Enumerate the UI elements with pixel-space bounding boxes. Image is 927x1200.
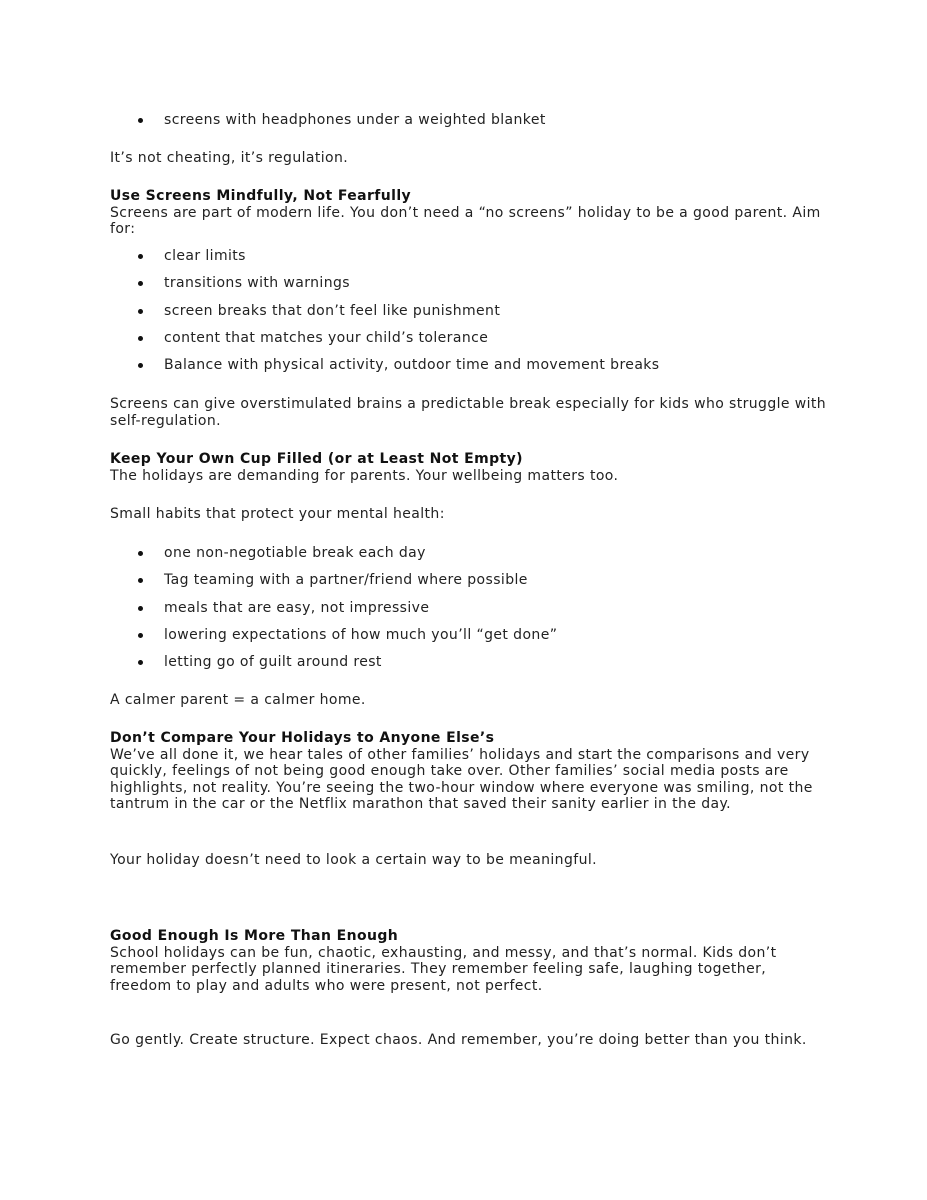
list-item: screens with headphones under a weighted blanket: [110, 112, 830, 139]
compare-closing: Your holiday doesn’t need to look a certain way to be meaningful.: [110, 852, 597, 868]
list-item: screen breaks that don’t feel like punishment: [110, 303, 830, 330]
bullet-icon: [138, 309, 143, 314]
cup-lead: Small habits that protect your mental health:: [110, 506, 445, 522]
bullet-icon: [138, 281, 143, 286]
bullet-icon: [138, 633, 143, 638]
list-item: clear limits: [110, 248, 830, 275]
screens-closing: Screens can give overstimulated brains a predictable break especially for kids who struggle with self-regulation.: [110, 396, 827, 429]
list-item: lowering expectations of how much you’ll “get done”: [110, 627, 830, 654]
cup-bullet-list: [110, 545, 830, 681]
bullet-icon: [138, 336, 143, 341]
compare-body: We’ve all done it, we hear tales of other families’ holidays and start the comparisons and very quickly, feelings of not being good enough take over. Other families’ social media posts are highlights, not reality. You’re seeing the two-hour window where everyone was smiling, not the tantrum in the car or the Netflix marathon that saved their sanity earlier in the day.: [110, 746, 813, 812]
bullet-icon: [138, 578, 143, 583]
cup-body: The holidays are demanding for parents. Your wellbeing matters too.: [110, 467, 619, 484]
compare-heading: Don’t Compare Your Holidays to Anyone Else’s: [110, 730, 495, 746]
screens-section: [110, 188, 830, 238]
list-item: letting go of guilt around rest: [110, 654, 830, 681]
bullet-icon: [138, 606, 143, 611]
cup-heading: Keep Your Own Cup Filled (or at Least Not Empty): [110, 451, 523, 467]
list-item: one non-negotiable break each day: [110, 545, 830, 572]
list-item: Balance with physical activity, outdoor time and movement breaks: [110, 357, 830, 384]
good-enough-closing: Go gently. Create structure. Expect chaos. And remember, you’re doing better than you think.: [110, 1032, 807, 1048]
list-item: meals that are easy, not impressive: [110, 600, 830, 627]
bullet-icon: [138, 363, 143, 368]
good-enough-section: [110, 928, 830, 994]
bullet-icon: [138, 551, 143, 556]
cup-closing: A calmer parent = a calmer home.: [110, 692, 366, 708]
list-item: Tag teaming with a partner/friend where possible: [110, 572, 830, 599]
good-enough-body: School holidays can be fun, chaotic, exhausting, and messy, and that’s normal. Kids don’t remember perfectly planned itineraries. They remember feeling safe, laughing together, freedom to play and adults who were present, not perfect.: [110, 944, 777, 994]
cup-section: [110, 451, 830, 484]
bullet-icon: [138, 118, 143, 123]
good-enough-heading: Good Enough Is More Than Enough: [110, 928, 399, 944]
intro-bullet-list: [110, 112, 830, 139]
list-item: transitions with warnings: [110, 275, 830, 302]
compare-section: [110, 730, 830, 813]
screens-body: Screens are part of modern life. You don’t need a “no screens” holiday to be a good parent. Aim for:: [110, 204, 821, 237]
bullet-icon: [138, 254, 143, 259]
screens-bullet-list: [110, 248, 830, 384]
bullet-icon: [138, 660, 143, 665]
intro-closing: It’s not cheating, it’s regulation.: [110, 150, 349, 166]
screens-heading: Use Screens Mindfully, Not Fearfully: [110, 188, 412, 204]
list-item: content that matches your child’s tolerance: [110, 330, 830, 357]
